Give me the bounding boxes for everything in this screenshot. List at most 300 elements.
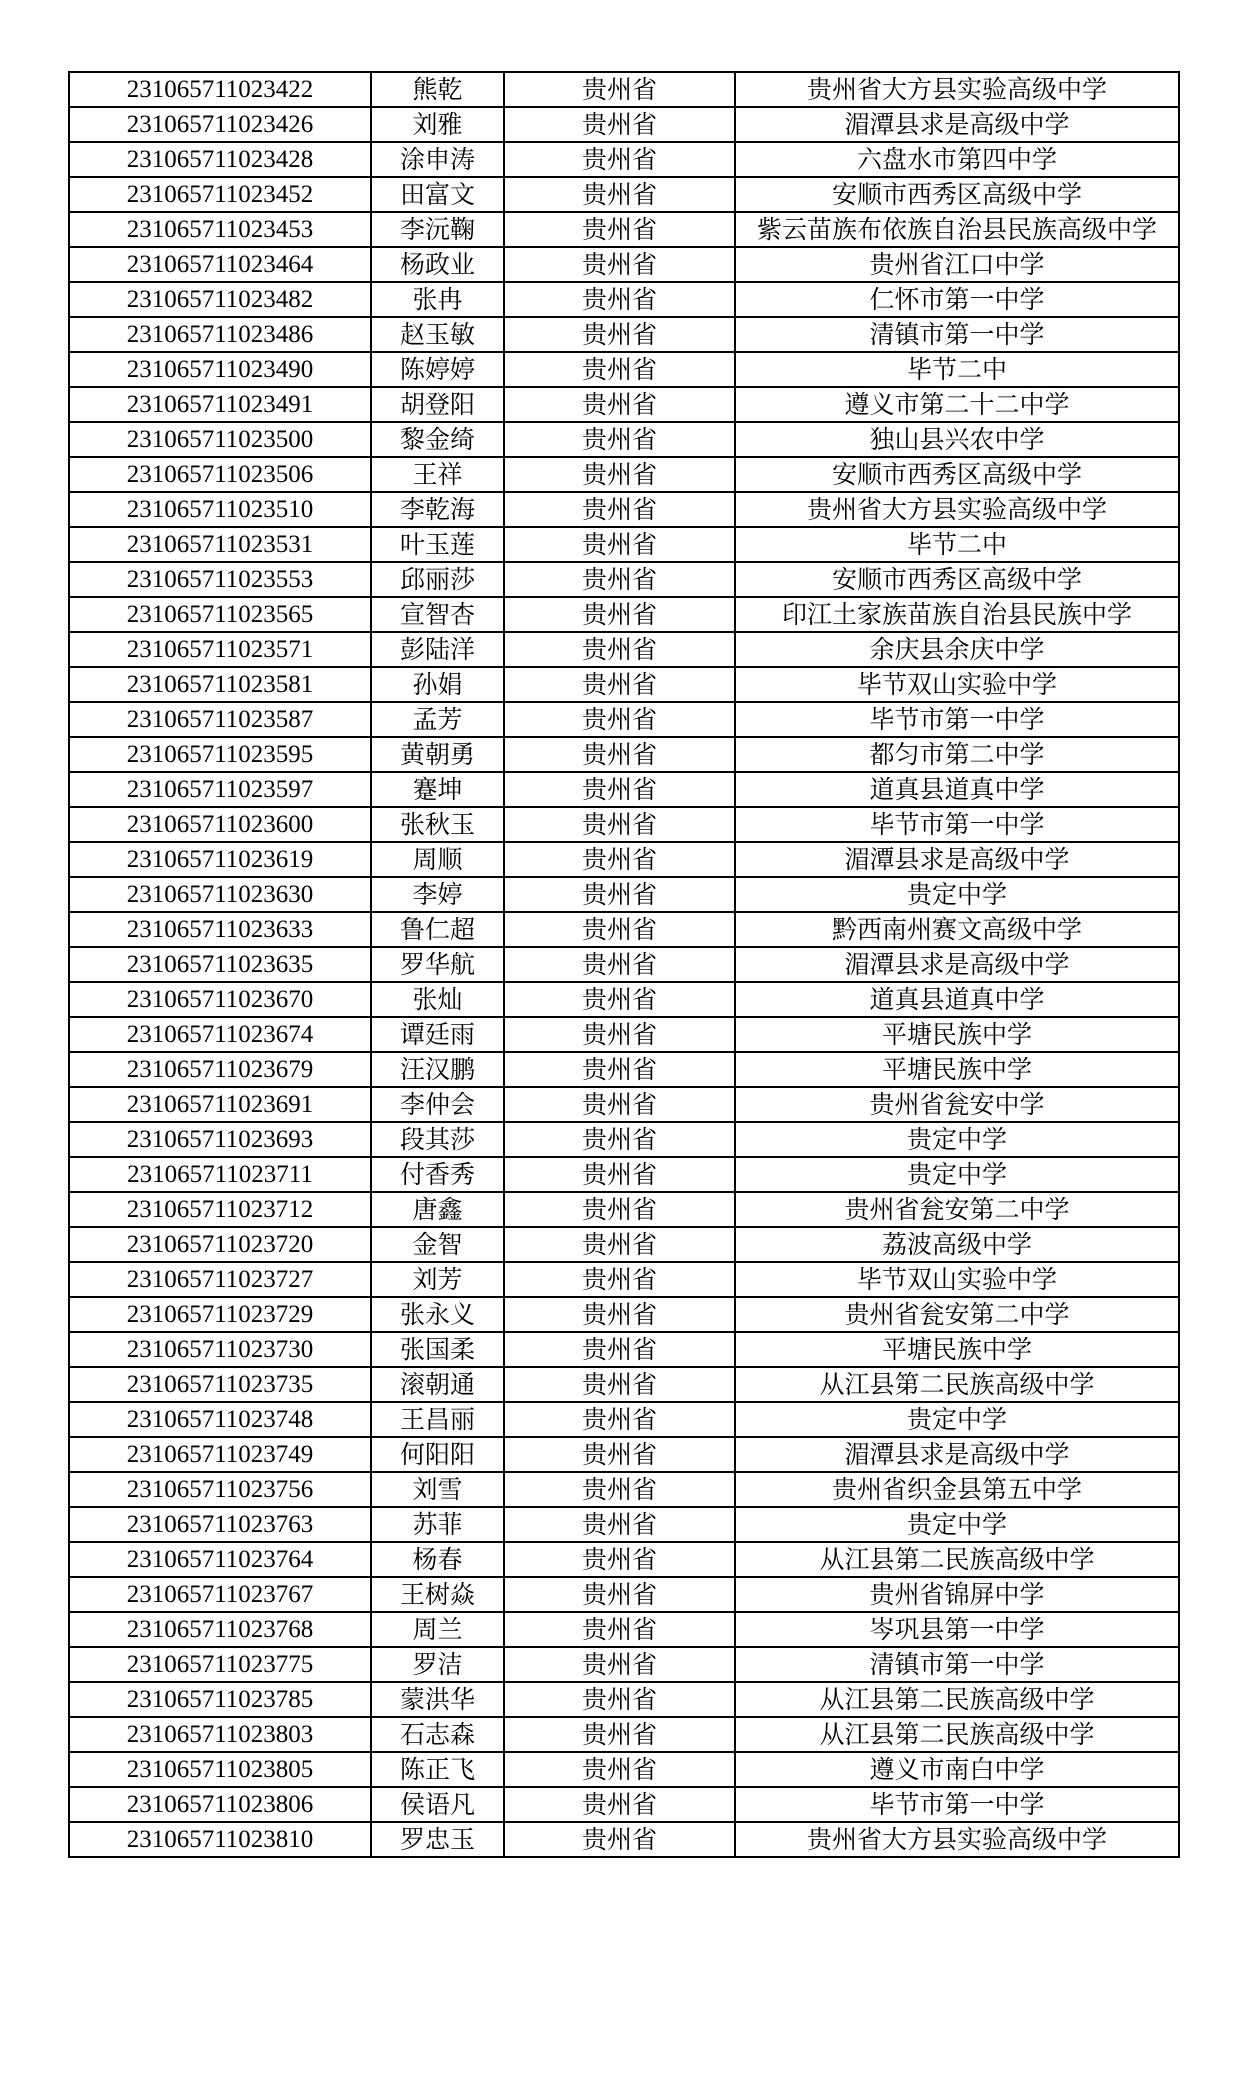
school-cell xyxy=(735,422,1179,457)
school-cell xyxy=(735,772,1179,807)
student-id-cell: 231065711023756 xyxy=(69,1472,371,1507)
school-cell xyxy=(735,667,1179,702)
school-cell xyxy=(735,1717,1179,1752)
table-row xyxy=(69,457,1179,492)
province-cell: 贵州省 xyxy=(504,1507,735,1542)
school-cell xyxy=(735,1017,1179,1052)
table-row xyxy=(69,1752,1179,1787)
student-name-cell: 孙娟 xyxy=(371,667,504,702)
student-name-cell: 周兰 xyxy=(371,1612,504,1647)
student-id-cell: 231065711023633 xyxy=(69,912,371,947)
school-cell xyxy=(735,1332,1179,1367)
student-name-cell: 彭陆洋 xyxy=(371,632,504,667)
student-id-cell: 231065711023565 xyxy=(69,597,371,632)
school-cell xyxy=(735,982,1179,1017)
student-name-cell: 叶玉莲 xyxy=(371,527,504,562)
table-row xyxy=(69,177,1179,212)
student-id-cell: 231065711023768 xyxy=(69,1612,371,1647)
student-name-cell: 赵玉敏 xyxy=(371,317,504,352)
table-row xyxy=(69,1157,1179,1192)
school-cell xyxy=(735,1262,1179,1297)
school-name: 贵定中学 xyxy=(906,1160,1007,1189)
province-cell: 贵州省 xyxy=(504,737,735,772)
student-id-cell: 231065711023428 xyxy=(69,142,371,177)
table-row xyxy=(69,1297,1179,1332)
school-cell xyxy=(735,72,1179,107)
student-name-cell: 唐鑫 xyxy=(371,1192,504,1227)
school-cell xyxy=(735,1647,1179,1682)
student-id-cell: 231065711023806 xyxy=(69,1787,371,1822)
school-name: 从江县第二民族高级中学 xyxy=(819,1545,1095,1574)
student-id-cell: 231065711023674 xyxy=(69,1017,371,1052)
student-id-cell: 231065711023531 xyxy=(69,527,371,562)
school-name: 贵定中学 xyxy=(906,1125,1007,1154)
province-cell: 贵州省 xyxy=(504,1087,735,1122)
school-name: 贵州省瓮安中学 xyxy=(869,1090,1045,1119)
student-id-cell: 231065711023805 xyxy=(69,1752,371,1787)
student-id-cell: 231065711023764 xyxy=(69,1542,371,1577)
province-cell: 贵州省 xyxy=(504,1402,735,1437)
student-id-cell: 231065711023727 xyxy=(69,1262,371,1297)
table-row xyxy=(69,562,1179,597)
student-id-cell: 231065711023635 xyxy=(69,947,371,982)
school-name: 安顺市西秀区高级中学 xyxy=(831,460,1082,489)
school-name: 安顺市西秀区高级中学 xyxy=(831,565,1082,594)
province-cell: 贵州省 xyxy=(504,1297,735,1332)
student-name-cell: 张秋玉 xyxy=(371,807,504,842)
table-row xyxy=(69,737,1179,772)
table-row xyxy=(69,772,1179,807)
school-name: 贵州省大方县实验高级中学 xyxy=(806,1825,1107,1854)
school-cell xyxy=(735,1682,1179,1717)
province-cell: 贵州省 xyxy=(504,807,735,842)
province-cell: 贵州省 xyxy=(504,282,735,317)
province-cell: 贵州省 xyxy=(504,772,735,807)
student-name-cell: 石志森 xyxy=(371,1717,504,1752)
province-cell: 贵州省 xyxy=(504,1262,735,1297)
school-cell xyxy=(735,1437,1179,1472)
school-name: 荔波高级中学 xyxy=(881,1230,1032,1259)
province-cell: 贵州省 xyxy=(504,1682,735,1717)
school-cell xyxy=(735,1612,1179,1647)
province-cell: 贵州省 xyxy=(504,912,735,947)
table-row xyxy=(69,527,1179,562)
student-name-cell: 侯语凡 xyxy=(371,1787,504,1822)
school-cell xyxy=(735,142,1179,177)
school-name: 毕节市第一中学 xyxy=(869,705,1045,734)
table-row xyxy=(69,947,1179,982)
table-row xyxy=(69,1612,1179,1647)
province-cell: 贵州省 xyxy=(504,1227,735,1262)
student-id-cell: 231065711023619 xyxy=(69,842,371,877)
student-name-cell: 黎金绮 xyxy=(371,422,504,457)
school-name: 紫云苗族布依族自治县民族高级中学 xyxy=(756,215,1157,244)
table-row xyxy=(69,1052,1179,1087)
school-cell xyxy=(735,1787,1179,1822)
province-cell: 贵州省 xyxy=(504,177,735,212)
student-id-cell: 231065711023587 xyxy=(69,702,371,737)
school-cell xyxy=(735,457,1179,492)
school-cell xyxy=(735,1822,1179,1857)
student-id-cell: 231065711023803 xyxy=(69,1717,371,1752)
table-row xyxy=(69,72,1179,107)
student-name-cell: 杨政业 xyxy=(371,247,504,282)
student-name-cell: 苏菲 xyxy=(371,1507,504,1542)
student-id-cell: 231065711023553 xyxy=(69,562,371,597)
school-name: 安顺市西秀区高级中学 xyxy=(831,180,1082,209)
student-name-cell: 陈婷婷 xyxy=(371,352,504,387)
student-name-cell: 李乾海 xyxy=(371,492,504,527)
school-cell xyxy=(735,317,1179,352)
table-row xyxy=(69,387,1179,422)
school-name: 从江县第二民族高级中学 xyxy=(819,1685,1095,1714)
table-row xyxy=(69,1122,1179,1157)
school-name: 清镇市第一中学 xyxy=(869,320,1045,349)
province-cell: 贵州省 xyxy=(504,72,735,107)
student-name-cell: 杨春 xyxy=(371,1542,504,1577)
table-row xyxy=(69,912,1179,947)
student-id-cell: 231065711023810 xyxy=(69,1822,371,1857)
student-name-cell: 罗华航 xyxy=(371,947,504,982)
student-name-cell: 张永义 xyxy=(371,1297,504,1332)
student-id-cell: 231065711023597 xyxy=(69,772,371,807)
student-id-cell: 231065711023595 xyxy=(69,737,371,772)
student-id-cell: 231065711023426 xyxy=(69,107,371,142)
student-name-cell: 胡登阳 xyxy=(371,387,504,422)
table-row xyxy=(69,317,1179,352)
school-cell xyxy=(735,842,1179,877)
province-cell: 贵州省 xyxy=(504,352,735,387)
table-row xyxy=(69,1367,1179,1402)
student-name-cell: 李沅鞠 xyxy=(371,212,504,247)
student-name-cell: 谭廷雨 xyxy=(371,1017,504,1052)
school-name: 都匀市第二中学 xyxy=(869,740,1045,769)
student-name-cell: 李仲会 xyxy=(371,1087,504,1122)
school-cell xyxy=(735,212,1179,247)
school-cell xyxy=(735,107,1179,142)
student-name-cell: 周顺 xyxy=(371,842,504,877)
province-cell: 贵州省 xyxy=(504,492,735,527)
table-row xyxy=(69,1542,1179,1577)
school-cell xyxy=(735,1157,1179,1192)
province-cell: 贵州省 xyxy=(504,1822,735,1857)
province-cell: 贵州省 xyxy=(504,317,735,352)
school-name: 毕节双山实验中学 xyxy=(856,670,1057,699)
student-name-cell: 黄朝勇 xyxy=(371,737,504,772)
table-row xyxy=(69,1227,1179,1262)
school-cell xyxy=(735,562,1179,597)
table-row xyxy=(69,352,1179,387)
province-cell: 贵州省 xyxy=(504,667,735,702)
school-name: 湄潭县求是高级中学 xyxy=(844,845,1070,874)
table-row xyxy=(69,1647,1179,1682)
table-row xyxy=(69,842,1179,877)
school-cell xyxy=(735,527,1179,562)
school-cell xyxy=(735,1122,1179,1157)
school-name: 遵义市第二十二中学 xyxy=(844,390,1070,419)
province-cell: 贵州省 xyxy=(504,1542,735,1577)
student-name-cell: 李婷 xyxy=(371,877,504,912)
school-name: 仁怀市第一中学 xyxy=(869,285,1045,314)
school-name: 湄潭县求是高级中学 xyxy=(844,1440,1070,1469)
student-name-cell: 涂申涛 xyxy=(371,142,504,177)
table-row xyxy=(69,1682,1179,1717)
school-cell xyxy=(735,1507,1179,1542)
school-name: 湄潭县求是高级中学 xyxy=(844,110,1070,139)
table-row xyxy=(69,107,1179,142)
student-name-cell: 付香秀 xyxy=(371,1157,504,1192)
province-cell: 贵州省 xyxy=(504,1717,735,1752)
school-cell xyxy=(735,1297,1179,1332)
school-cell xyxy=(735,702,1179,737)
student-id-cell: 231065711023679 xyxy=(69,1052,371,1087)
student-id-cell: 231065711023490 xyxy=(69,352,371,387)
school-cell xyxy=(735,247,1179,282)
province-cell: 贵州省 xyxy=(504,1052,735,1087)
province-cell: 贵州省 xyxy=(504,212,735,247)
school-cell xyxy=(735,1542,1179,1577)
school-name: 印江土家族苗族自治县民族中学 xyxy=(781,600,1132,629)
table-row xyxy=(69,1087,1179,1122)
student-name-cell: 邱丽莎 xyxy=(371,562,504,597)
province-cell: 贵州省 xyxy=(504,877,735,912)
school-cell xyxy=(735,352,1179,387)
student-id-cell: 231065711023693 xyxy=(69,1122,371,1157)
student-id-cell: 231065711023767 xyxy=(69,1577,371,1612)
school-cell xyxy=(735,807,1179,842)
province-cell: 贵州省 xyxy=(504,457,735,492)
student-id-cell: 231065711023670 xyxy=(69,982,371,1017)
student-name-cell: 刘雅 xyxy=(371,107,504,142)
school-name: 独山县兴农中学 xyxy=(869,425,1045,454)
student-name-cell: 蹇坤 xyxy=(371,772,504,807)
table-row xyxy=(69,1192,1179,1227)
school-cell xyxy=(735,1402,1179,1437)
province-cell: 贵州省 xyxy=(504,1472,735,1507)
school-name: 平塘民族中学 xyxy=(881,1335,1032,1364)
table-row xyxy=(69,492,1179,527)
student-id-cell: 231065711023711 xyxy=(69,1157,371,1192)
school-name: 贵定中学 xyxy=(906,1510,1007,1539)
student-id-cell: 231065711023581 xyxy=(69,667,371,702)
school-cell xyxy=(735,947,1179,982)
school-cell xyxy=(735,737,1179,772)
province-cell: 贵州省 xyxy=(504,1752,735,1787)
student-table xyxy=(68,71,1180,1858)
table-row xyxy=(69,1507,1179,1542)
school-cell xyxy=(735,1087,1179,1122)
province-cell: 贵州省 xyxy=(504,1437,735,1472)
table-row xyxy=(69,1822,1179,1857)
school-name: 贵州省锦屏中学 xyxy=(869,1580,1045,1609)
school-name: 贵州省织金县第五中学 xyxy=(831,1475,1082,1504)
school-cell xyxy=(735,1577,1179,1612)
province-cell: 贵州省 xyxy=(504,387,735,422)
student-id-cell: 231065711023486 xyxy=(69,317,371,352)
student-name-cell: 王祥 xyxy=(371,457,504,492)
school-name: 湄潭县求是高级中学 xyxy=(844,950,1070,979)
school-name: 贵州省大方县实验高级中学 xyxy=(806,495,1107,524)
school-name: 余庆县余庆中学 xyxy=(869,635,1045,664)
school-name: 平塘民族中学 xyxy=(881,1055,1032,1084)
table-row xyxy=(69,212,1179,247)
school-cell xyxy=(735,177,1179,212)
province-cell: 贵州省 xyxy=(504,107,735,142)
school-cell xyxy=(735,1227,1179,1262)
province-cell: 贵州省 xyxy=(504,597,735,632)
student-name-cell: 刘雪 xyxy=(371,1472,504,1507)
student-id-cell: 231065711023785 xyxy=(69,1682,371,1717)
school-name: 遵义市南白中学 xyxy=(869,1755,1045,1784)
school-cell xyxy=(735,387,1179,422)
student-name-cell: 张灿 xyxy=(371,982,504,1017)
province-cell: 贵州省 xyxy=(504,1612,735,1647)
student-id-cell: 231065711023735 xyxy=(69,1367,371,1402)
school-cell xyxy=(735,632,1179,667)
school-name: 从江县第二民族高级中学 xyxy=(819,1370,1095,1399)
province-cell: 贵州省 xyxy=(504,1332,735,1367)
province-cell: 贵州省 xyxy=(504,247,735,282)
student-id-cell: 231065711023506 xyxy=(69,457,371,492)
table-row xyxy=(69,982,1179,1017)
table-row xyxy=(69,632,1179,667)
table-row xyxy=(69,282,1179,317)
school-name: 平塘民族中学 xyxy=(881,1020,1032,1049)
table-row xyxy=(69,1577,1179,1612)
school-name: 岑巩县第一中学 xyxy=(869,1615,1045,1644)
student-name-cell: 王树焱 xyxy=(371,1577,504,1612)
school-name: 毕节二中 xyxy=(906,355,1007,384)
province-cell: 贵州省 xyxy=(504,1122,735,1157)
province-cell: 贵州省 xyxy=(504,422,735,457)
student-name-cell: 何阳阳 xyxy=(371,1437,504,1472)
table-row xyxy=(69,1472,1179,1507)
school-name: 毕节双山实验中学 xyxy=(856,1265,1057,1294)
student-name-cell: 汪汉鹏 xyxy=(371,1052,504,1087)
province-cell: 贵州省 xyxy=(504,947,735,982)
student-name-cell: 张国柔 xyxy=(371,1332,504,1367)
student-table-body xyxy=(69,72,1179,1857)
table-row xyxy=(69,877,1179,912)
student-name-cell: 段其莎 xyxy=(371,1122,504,1157)
province-cell: 贵州省 xyxy=(504,1787,735,1822)
province-cell: 贵州省 xyxy=(504,1157,735,1192)
school-cell xyxy=(735,1052,1179,1087)
student-name-cell: 田富文 xyxy=(371,177,504,212)
province-cell: 贵州省 xyxy=(504,1367,735,1402)
province-cell: 贵州省 xyxy=(504,842,735,877)
student-name-cell: 金智 xyxy=(371,1227,504,1262)
school-cell xyxy=(735,282,1179,317)
table-row xyxy=(69,1017,1179,1052)
student-name-cell: 蒙洪华 xyxy=(371,1682,504,1717)
student-id-cell: 231065711023464 xyxy=(69,247,371,282)
school-cell xyxy=(735,1752,1179,1787)
student-name-cell: 滚朝通 xyxy=(371,1367,504,1402)
student-id-cell: 231065711023571 xyxy=(69,632,371,667)
school-name: 贵定中学 xyxy=(906,1405,1007,1434)
table-row xyxy=(69,247,1179,282)
school-name: 道真县道真中学 xyxy=(869,775,1045,804)
school-cell xyxy=(735,1367,1179,1402)
student-name-cell: 孟芳 xyxy=(371,702,504,737)
student-name-cell: 王昌丽 xyxy=(371,1402,504,1437)
student-id-cell: 231065711023749 xyxy=(69,1437,371,1472)
school-name: 从江县第二民族高级中学 xyxy=(819,1720,1095,1749)
student-id-cell: 231065711023729 xyxy=(69,1297,371,1332)
student-name-cell: 刘芳 xyxy=(371,1262,504,1297)
table-row xyxy=(69,142,1179,177)
student-id-cell: 231065711023453 xyxy=(69,212,371,247)
school-name: 道真县道真中学 xyxy=(869,985,1045,1014)
province-cell: 贵州省 xyxy=(504,562,735,597)
table-row xyxy=(69,1717,1179,1752)
table-row xyxy=(69,1332,1179,1367)
table-row xyxy=(69,1437,1179,1472)
student-name-cell: 张冉 xyxy=(371,282,504,317)
student-id-cell: 231065711023712 xyxy=(69,1192,371,1227)
province-cell: 贵州省 xyxy=(504,1577,735,1612)
student-id-cell: 231065711023691 xyxy=(69,1087,371,1122)
school-name: 毕节二中 xyxy=(906,530,1007,559)
school-name: 毕节市第一中学 xyxy=(869,810,1045,839)
table-row xyxy=(69,667,1179,702)
table-row xyxy=(69,597,1179,632)
student-id-cell: 231065711023422 xyxy=(69,72,371,107)
school-cell xyxy=(735,912,1179,947)
school-name: 六盘水市第四中学 xyxy=(856,145,1057,174)
table-row xyxy=(69,1787,1179,1822)
province-cell: 贵州省 xyxy=(504,1647,735,1682)
school-cell xyxy=(735,1192,1179,1227)
school-name: 贵州省江口中学 xyxy=(869,250,1045,279)
province-cell: 贵州省 xyxy=(504,527,735,562)
student-name-cell: 鲁仁超 xyxy=(371,912,504,947)
province-cell: 贵州省 xyxy=(504,142,735,177)
province-cell: 贵州省 xyxy=(504,1017,735,1052)
student-id-cell: 231065711023775 xyxy=(69,1647,371,1682)
school-name: 贵定中学 xyxy=(906,880,1007,909)
province-cell: 贵州省 xyxy=(504,632,735,667)
student-id-cell: 231065711023763 xyxy=(69,1507,371,1542)
table-row xyxy=(69,807,1179,842)
student-id-cell: 231065711023491 xyxy=(69,387,371,422)
table-row xyxy=(69,1262,1179,1297)
student-id-cell: 231065711023730 xyxy=(69,1332,371,1367)
school-name: 贵州省瓮安第二中学 xyxy=(844,1195,1070,1224)
province-cell: 贵州省 xyxy=(504,982,735,1017)
school-name: 黔西南州赛文高级中学 xyxy=(831,915,1082,944)
table-row xyxy=(69,1402,1179,1437)
school-cell xyxy=(735,877,1179,912)
student-name-cell: 熊乾 xyxy=(371,72,504,107)
school-name: 贵州省瓮安第二中学 xyxy=(844,1300,1070,1329)
student-id-cell: 231065711023630 xyxy=(69,877,371,912)
student-id-cell: 231065711023510 xyxy=(69,492,371,527)
student-id-cell: 231065711023482 xyxy=(69,282,371,317)
student-id-cell: 231065711023500 xyxy=(69,422,371,457)
province-cell: 贵州省 xyxy=(504,702,735,737)
student-name-cell: 罗洁 xyxy=(371,1647,504,1682)
school-cell xyxy=(735,492,1179,527)
student-id-cell: 231065711023452 xyxy=(69,177,371,212)
student-name-cell: 宣智杏 xyxy=(371,597,504,632)
student-name-cell: 陈正飞 xyxy=(371,1752,504,1787)
school-name: 毕节市第一中学 xyxy=(869,1790,1045,1819)
school-cell xyxy=(735,597,1179,632)
student-id-cell: 231065711023748 xyxy=(69,1402,371,1437)
school-cell xyxy=(735,1472,1179,1507)
